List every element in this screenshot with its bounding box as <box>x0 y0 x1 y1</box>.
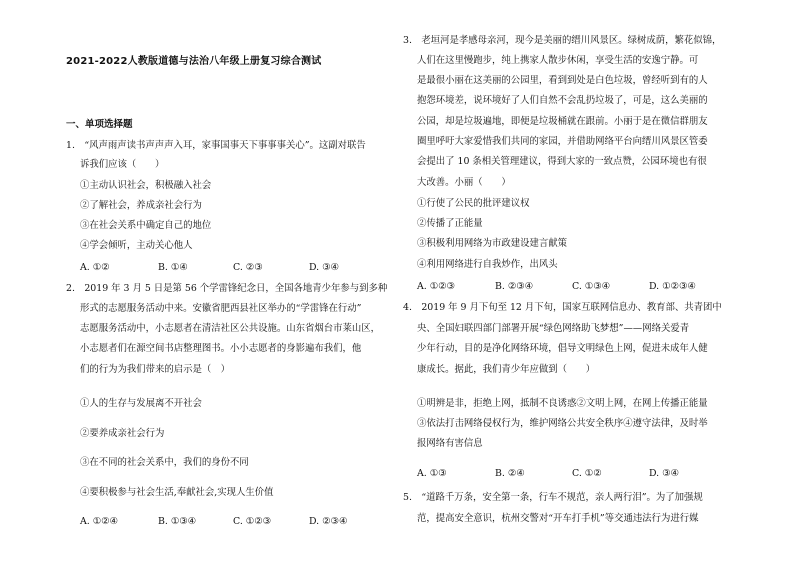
q3-stem-line: 公园，却是垃圾遍地，即便是垃圾桶就在跟前。小丽于是在微信群朋友 <box>417 116 708 127</box>
q1-item: ③在社会关系中确定自己的地位 <box>80 220 212 231</box>
q4-stem-line: 央、全国妇联四部门部署开展“绿色网络助飞梦想”——网络关爱青 <box>417 323 690 334</box>
q2-item: ④要积极参与社会生活,奉献社会,实现人生价值 <box>80 487 274 498</box>
q1-item: ④学会倾听，主动关心他人 <box>80 240 193 251</box>
q4-option-c: C. ①② <box>572 468 602 479</box>
q3-item: ②传播了正能量 <box>417 218 483 229</box>
q4-stem-line: 少年行动，目的是净化网络环境，倡导文明绿色上网，促进未成年人健 <box>417 343 708 354</box>
q4-option-d: D. ③④ <box>649 468 679 479</box>
q2-item: ③在不同的社会关系中，我们的身份不同 <box>80 457 249 468</box>
q2-stem-line: 2. 2019 年 3 月 5 日是第 56 个学雷锋纪念日，全国各地青少年参与到多种 <box>66 283 388 294</box>
q2-item: ②要养成亲社会行为 <box>80 428 165 439</box>
q1-option-b: B. ①④ <box>158 262 188 273</box>
q3-stem-line: 抱怨环境差，说环境好了人们自然不会乱扔垃圾了，可是，这么美丽的 <box>417 95 708 106</box>
q3-option-b: B. ②③④ <box>495 281 534 292</box>
q3-item: ④利用网络进行自我炒作，出风头 <box>417 259 558 270</box>
q5-stem-line: 5. “道路千万条，安全第一条，行车不规范，亲人两行泪”。为了加强规 <box>403 492 703 503</box>
q3-item: ①行使了公民的批评建议权 <box>417 198 530 209</box>
q1-stem-line: 1. “风声雨声读书声声声入耳，家事国事天下事事事关心”。这副对联告 <box>66 140 366 151</box>
q4-item: 报网络有害信息 <box>417 438 483 449</box>
q1-stem-line: 诉我们应该（ ） <box>80 159 165 170</box>
q4-item: ①明辨是非，拒绝上网，抵制不良诱惑②文明上网，在网上传播正能量 <box>417 398 708 409</box>
q1-item: ②了解社会，养成亲社会行为 <box>80 200 202 211</box>
q2-stem-line: 小志愿者们在源空间书店整理图书。小小志愿者的身影遍布我们，他 <box>80 343 362 354</box>
q3-stem-line: 人们在这里慢跑步，纯上携家人散步休闲，享受生活的安逸宁静。可 <box>417 55 699 66</box>
section-heading: 一、单项选择题 <box>66 119 133 130</box>
q4-option-a: A. ①③ <box>417 468 447 479</box>
q3-option-a: A. ①②③ <box>417 281 455 292</box>
q2-stem-line: 志愿服务活动中，小志愿者在清洁社区公共设施。山东省烟台市莱山区， <box>80 323 381 334</box>
q3-stem-line: 是最很小丽在这美丽的公园里，看到到处是白色垃圾，曾经听到有的人 <box>417 75 708 86</box>
q2-option-d: D. ②③④ <box>309 516 348 527</box>
q4-stem-line: 康成长。据此，我们青少年应做到（ ） <box>417 364 596 375</box>
q1-option-c: C. ②③ <box>233 262 263 273</box>
q3-option-d: D. ①②③④ <box>649 281 696 292</box>
q2-stem-line: 形式的志愿服务活动中来。安徽省肥西县社区举办的“学雷锋在行动” <box>80 303 362 314</box>
q2-option-c: C. ①②③ <box>233 516 272 527</box>
q3-stem-line: 会提出了 10 条相关管理建议，得到大家的一致点赞，公园环境也有很 <box>417 156 707 167</box>
q1-item: ①主动认识社会，积极融入社会 <box>80 180 212 191</box>
q2-stem-line: 们的行为为我们带来的启示是（ ） <box>80 364 231 375</box>
q3-stem-line: 大改善。小丽（ ） <box>417 177 511 188</box>
q4-item: ③依法打击网络侵权行为，维护网络公共安全秩序④遵守法律，及时举 <box>417 418 708 429</box>
q2-item: ①人的生存与发展离不开社会 <box>80 398 202 409</box>
q3-stem-line: 圈里呼吁大家爱惜我们共同的家园，并借助网络平台向缙川风景区管委 <box>417 136 708 147</box>
page-title: 2021-2022人教版道德与法治八年级上册复习综合测试 <box>66 56 322 67</box>
q2-option-b: B. ①③④ <box>158 516 197 527</box>
q3-stem-line: 3. 老垣河是孝感母亲河，现今是美丽的缙川风景区。绿树成荫，繁花似锦， <box>403 35 722 46</box>
q4-stem-line: 4. 2019 年 9 月下旬至 12 月下旬，国家互联网信息办、教育部、共青团中 <box>403 302 722 313</box>
q1-option-d: D. ③④ <box>309 262 339 273</box>
q3-item: ③积极利用网络为市政建设建言献策 <box>417 238 568 249</box>
q4-option-b: B. ②④ <box>495 468 525 479</box>
q5-stem-line: 范，提高安全意识，杭州交警对“开车打手机”等交通违法行为进行媒 <box>417 513 699 524</box>
q3-option-c: C. ①③④ <box>572 281 611 292</box>
q1-option-a: A. ①② <box>80 262 110 273</box>
q2-option-a: A. ①②④ <box>80 516 118 527</box>
